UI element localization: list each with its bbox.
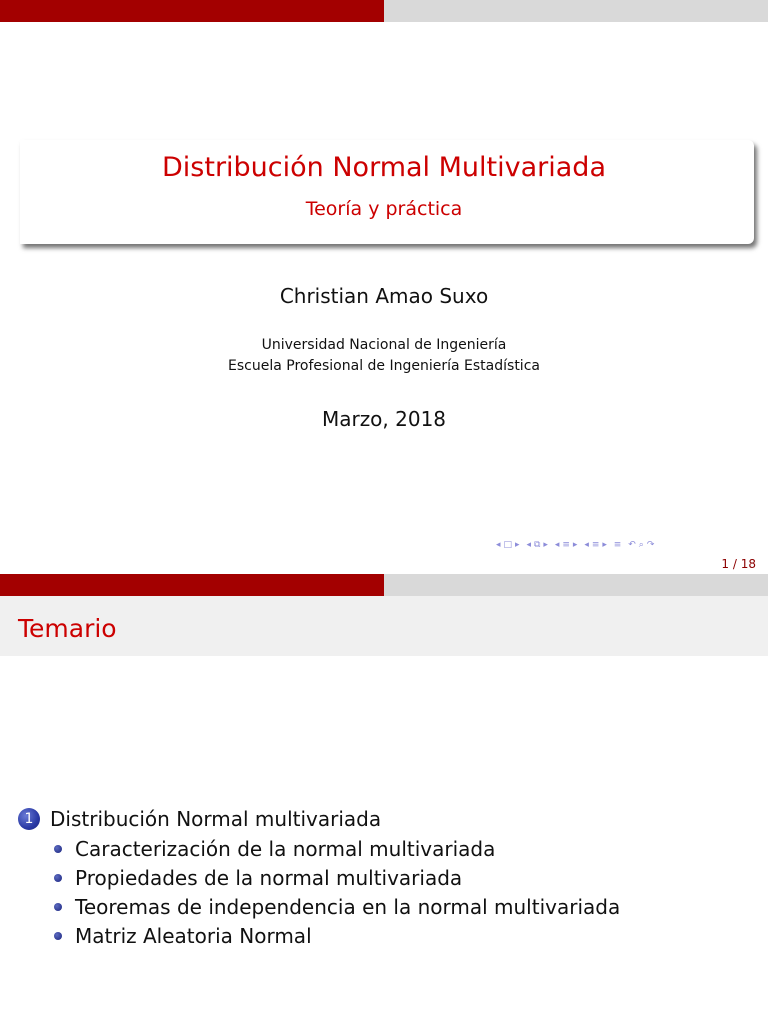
table-of-contents bbox=[18, 804, 758, 950]
toc-subsection-title: Matriz Aleatoria Normal bbox=[75, 923, 312, 948]
toc-subsection[interactable] bbox=[18, 921, 758, 950]
bullet-icon bbox=[54, 845, 62, 853]
nav-next-section-icon[interactable]: ▸ bbox=[572, 540, 579, 550]
nav-next-subsection-icon[interactable]: ▸ bbox=[543, 540, 549, 550]
beamer-navigation-bar bbox=[496, 540, 764, 552]
presentation-title: Distribución Normal Multivariada bbox=[162, 152, 606, 183]
top-bar bbox=[0, 0, 768, 22]
toc-subsection[interactable] bbox=[18, 863, 758, 892]
toc-section[interactable] bbox=[18, 804, 758, 834]
bullet-icon bbox=[54, 874, 62, 882]
institution-line-1: Universidad Nacional de Ingeniería bbox=[261, 337, 507, 353]
nav-section-icon[interactable]: ≡ bbox=[562, 540, 571, 550]
presentation-date: Marzo, 2018 bbox=[321, 407, 447, 431]
section-number-ball: 1 bbox=[18, 808, 40, 830]
top-bar-red-segment bbox=[0, 574, 384, 596]
presentation-subtitle: Teoría y práctica bbox=[305, 198, 463, 220]
toc-subsection[interactable] bbox=[18, 834, 758, 863]
nav-search-icon[interactable]: ⌕ bbox=[638, 540, 645, 550]
toc-subsection-title: Propiedades de la normal multivariada bbox=[75, 865, 463, 890]
nav-subsection-icon[interactable]: ⧉ bbox=[533, 540, 542, 550]
top-bar-red-segment bbox=[0, 0, 384, 22]
author-name: Christian Amao Suxo bbox=[279, 284, 489, 308]
toc-section-title: Distribución Normal multivariada bbox=[50, 807, 382, 831]
nav-prev-doc-icon[interactable]: ◂ bbox=[584, 540, 590, 550]
page-number: 1 / 18 bbox=[721, 557, 756, 571]
institution-line-2: Escuela Profesional de Ingeniería Estadística bbox=[228, 358, 540, 374]
top-bar-gray-segment bbox=[384, 0, 768, 22]
top-bar bbox=[0, 574, 768, 596]
nav-prev-section-icon[interactable]: ◂ bbox=[554, 540, 561, 550]
bullet-icon bbox=[54, 903, 62, 911]
outline-slide bbox=[0, 574, 768, 1024]
nav-back-icon[interactable]: ↶ bbox=[628, 540, 637, 550]
toc-subsection[interactable] bbox=[18, 892, 758, 921]
nav-prev-slide-icon[interactable]: ◂ bbox=[496, 540, 502, 550]
toc-subsection-title: Caracterización de la normal multivariada bbox=[75, 836, 496, 861]
nav-frame-icon[interactable]: □ bbox=[503, 540, 514, 550]
nav-next-slide-icon[interactable]: ▸ bbox=[515, 540, 521, 550]
nav-appendix-icon[interactable]: ≡ bbox=[613, 540, 623, 550]
top-bar-gray-segment bbox=[384, 574, 768, 596]
bullet-icon bbox=[54, 932, 62, 940]
nav-prev-subsection-icon[interactable]: ◂ bbox=[526, 540, 532, 550]
nav-next-doc-icon[interactable]: ▸ bbox=[602, 540, 608, 550]
toc-subsection-title: Teoremas de independencia en la normal multivariada bbox=[75, 894, 621, 919]
nav-forward-icon[interactable]: ↷ bbox=[646, 540, 656, 550]
nav-doc-icon[interactable]: ≡ bbox=[591, 540, 601, 550]
frame-title: Temario bbox=[18, 614, 117, 643]
